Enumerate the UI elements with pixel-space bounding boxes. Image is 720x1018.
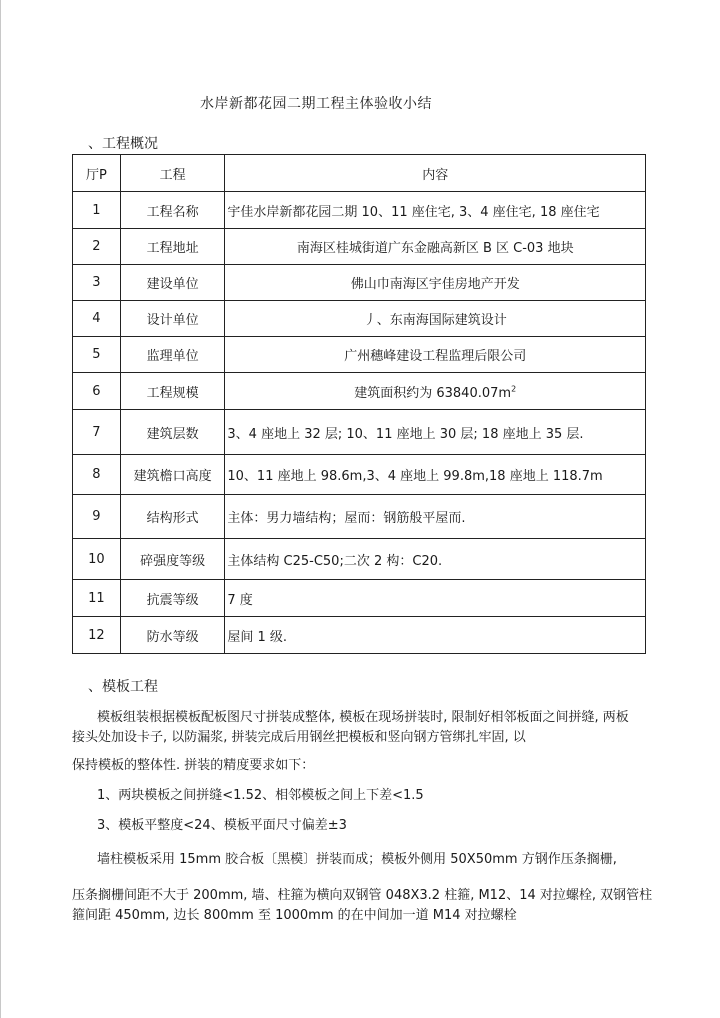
table-header-row xyxy=(73,155,646,192)
row-content xyxy=(225,495,646,539)
table-row xyxy=(73,539,646,580)
row-content xyxy=(225,455,646,495)
row-item-name: 防水等级 xyxy=(120,617,225,654)
row-content xyxy=(225,229,646,265)
row-number: 5 xyxy=(73,337,121,373)
row-number: 10 xyxy=(73,539,121,580)
row-content-text: 丿、东南海国际建筑设计 xyxy=(363,313,507,328)
paragraph: 保持模板的整体性. 拼装的精度要求如下： xyxy=(72,758,315,773)
section-heading-formwork: 、模板工程 xyxy=(88,679,158,695)
header-project: 工程 xyxy=(120,155,225,192)
table-row xyxy=(73,617,646,654)
row-content xyxy=(225,265,646,301)
table-row xyxy=(73,265,646,301)
row-number: 7 xyxy=(73,410,121,455)
row-content-text: 主体结构 C25-C50;二次 2 构：C20. xyxy=(227,553,443,569)
paragraph-line: 箍间距 450mm, 边长 800mm 至 1000mm 的在中间加一道 M14 对拉螺栓 xyxy=(72,908,517,923)
row-content-text: 宇佳水岸新都花园二期 10、11 座住宅, 3、4 座住宅, 18 座住宅 xyxy=(227,204,600,220)
row-content-text: 广州穗峰建设工程监理后限公司 xyxy=(344,349,527,364)
row-item-name: 设计单位 xyxy=(120,301,225,337)
row-item-name: 工程规模 xyxy=(120,373,225,410)
row-item-name: 碎强度等级 xyxy=(120,539,225,580)
row-content xyxy=(225,617,646,654)
table-row xyxy=(73,373,646,410)
superscript: 2 xyxy=(511,384,517,394)
row-item-name: 监理单位 xyxy=(120,337,225,373)
paragraph-line: 模板组装根据模板配板图尺寸拼装成整体, 模板在现场拼装时, 限制好相邻板面之间拼缝, 两板 xyxy=(97,710,629,725)
requirement-item: 1、两块模板之间拼缝<1.52、相邻模板之间上下差<1.5 xyxy=(97,788,424,803)
row-number: 9 xyxy=(73,495,121,539)
row-number: 6 xyxy=(73,373,121,410)
row-content-text: 南海区桂城街道广东金融高新区 B 区 C-03 地块 xyxy=(296,241,574,256)
row-content xyxy=(225,410,646,455)
row-content xyxy=(225,301,646,337)
row-content-text: 屋间 1 级. xyxy=(227,629,288,645)
row-content-text: 10、11 座地上 98.6m,3、4 座地上 99.8m,18 座地上 118.7m xyxy=(227,469,603,484)
row-content-text: 主体：男力墙结构；屋而：钢筋般平屋而. xyxy=(227,511,466,526)
row-content xyxy=(225,337,646,373)
row-number: 1 xyxy=(73,192,121,229)
row-content xyxy=(225,539,646,580)
row-content xyxy=(225,192,646,229)
page-edge xyxy=(0,0,1,1018)
row-number: 12 xyxy=(73,617,121,654)
row-item-name: 建筑层数 xyxy=(120,410,225,455)
row-number: 11 xyxy=(73,580,121,617)
table-row xyxy=(73,337,646,373)
table-row xyxy=(73,410,646,455)
table-row xyxy=(73,192,646,229)
row-item-name: 抗震等级 xyxy=(120,580,225,617)
paragraph-line: 压条搁栅间距不大于 200mm, 墙、柱箍为横向双钢管 048X3.2 柱箍, M12、14 对拉螺栓, 双钢管柱 xyxy=(72,888,653,903)
section-heading-overview: 、工程概况 xyxy=(88,136,158,152)
row-number: 3 xyxy=(73,265,121,301)
table-row xyxy=(73,455,646,495)
row-item-name: 工程名称 xyxy=(120,192,225,229)
row-item-name: 建筑檐口高度 xyxy=(120,455,225,495)
row-item-name: 结构形式 xyxy=(120,495,225,539)
row-item-name: 建设单位 xyxy=(120,265,225,301)
table-row xyxy=(73,580,646,617)
project-overview-table xyxy=(72,154,646,654)
row-content xyxy=(225,580,646,617)
row-content-text: 7 度 xyxy=(227,592,253,608)
row-number: 2 xyxy=(73,229,121,265)
document-title: 水岸新都花园二期工程主体验收小结 xyxy=(200,96,432,112)
table-row xyxy=(73,229,646,265)
row-number: 8 xyxy=(73,455,121,495)
header-content: 内容 xyxy=(225,155,646,192)
table-row xyxy=(73,495,646,539)
row-number: 4 xyxy=(73,301,121,337)
table-row xyxy=(73,301,646,337)
paragraph: 墙柱模板采用 15mm 胶合板〔黑模〕拼装而成；模板外侧用 50X50mm 方钢作压条搁栅, xyxy=(97,852,617,867)
paragraph-line: 接头处加设卡子, 以防漏浆, 拼装完成后用钢丝把模板和竖向钢方管绑扎牢固, 以 xyxy=(72,730,526,745)
row-item-name: 工程地址 xyxy=(120,229,225,265)
row-content-text: 佛山巾南海区宇佳房地产开发 xyxy=(350,277,520,292)
row-content-text: 3、4 座地上 32 层; 10、11 座地上 30 层; 18 座地上 35 层. xyxy=(227,426,584,442)
row-content xyxy=(225,373,646,410)
header-no: 厅P xyxy=(73,155,121,192)
requirement-item: 3、模板平整度<24、模板平面尺寸偏差±3 xyxy=(97,818,347,833)
row-content-text: 建筑面积约为 63840.07m xyxy=(354,385,512,401)
